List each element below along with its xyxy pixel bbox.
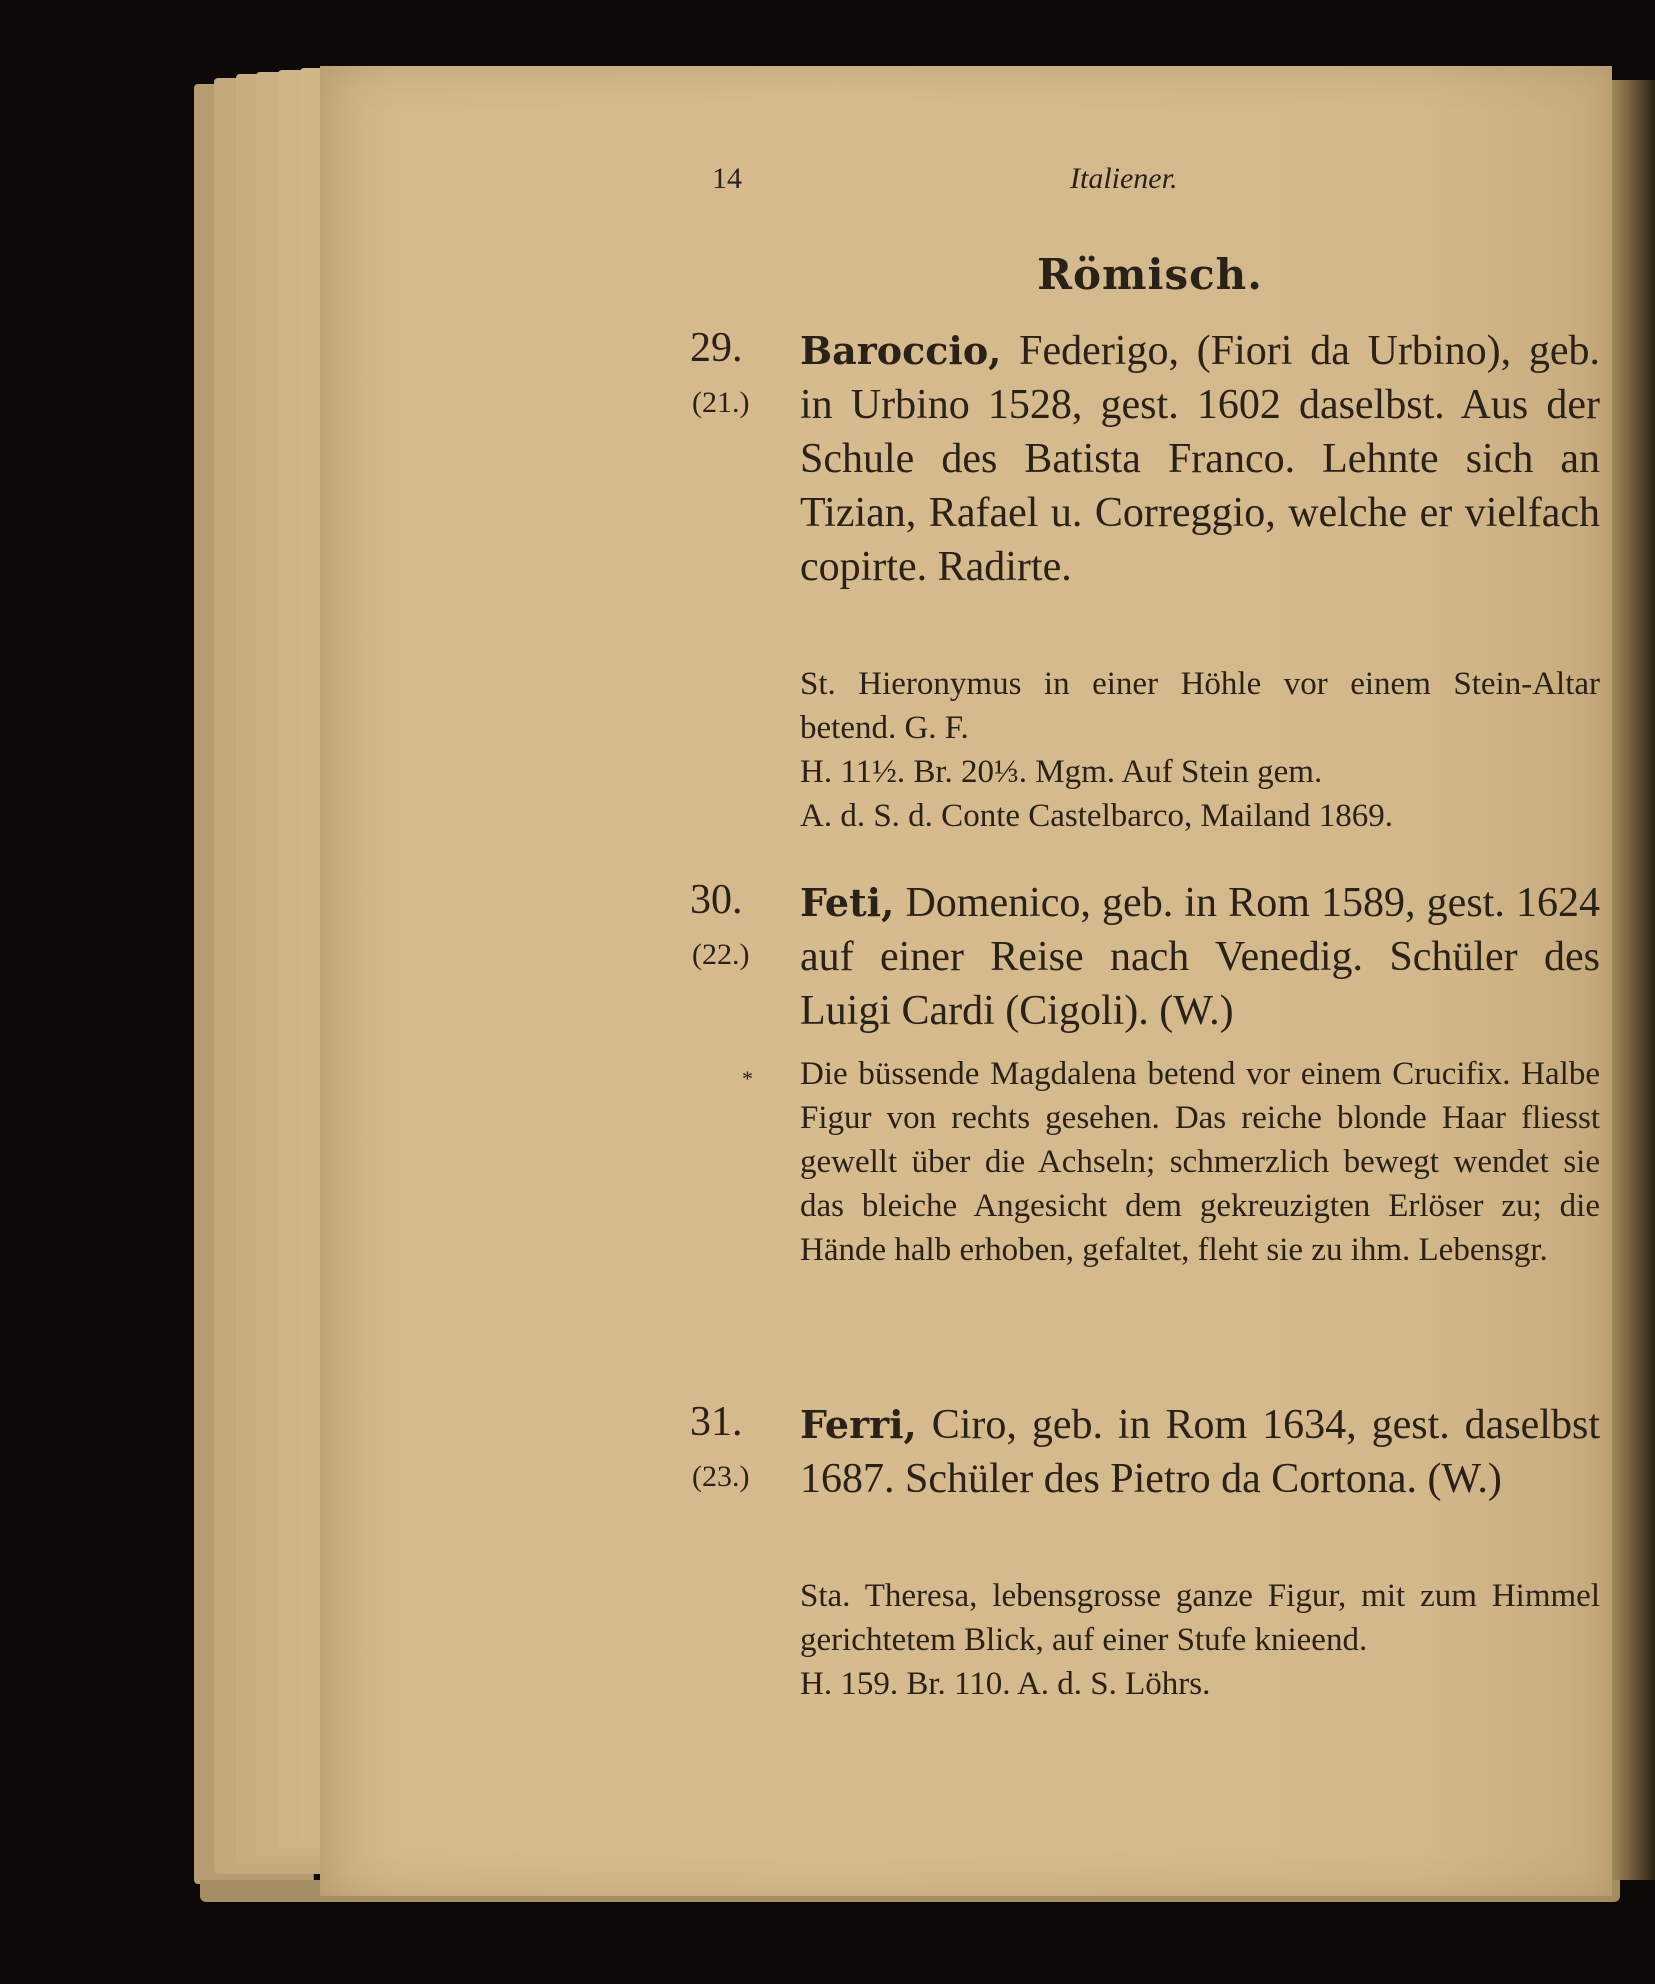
biography-text: Federigo, (Fiori da Urbino), geb. in Urbino 1528, gest. 1602 daselbst. Aus der Schule des Batista Franco. Lehnte sich an Tizian, Rafael u. Correggio, welche er vielfach copirte. Radirte. [800, 328, 1600, 590]
artwork-description [800, 1574, 1600, 1706]
entry-number: 29. [690, 325, 743, 371]
description-text: Die büssende Magdalena betend vor einem Crucifix. Halbe Figur von rechts gesehen. Das reiche blonde Haar fliesst gewellt über die Achseln; schmerzlich bewegt wendet sie das bleiche Angesicht dem gekreuzigten Erlöser zu; die Hände halb erhoben, gefaltet, fleht sie zu ihm. Lebensgr. [800, 1056, 1600, 1268]
asterisk-mark: * [742, 1066, 753, 1091]
running-head: Italiener. [1070, 162, 1178, 195]
artist-biography [800, 1398, 1600, 1506]
artist-biography [800, 876, 1600, 1038]
artist-name: Baroccio, [800, 328, 1002, 373]
artist-biography [800, 324, 1600, 594]
old-entry-number: (23.) [692, 1460, 750, 1493]
biography-text: Domenico, geb. in Rom 1589, gest. 1624 auf einer Reise nach Venedig. Schüler des Luigi Cardi (Cigoli). (W.) [800, 880, 1600, 1034]
page-number: 14 [712, 162, 742, 195]
dimensions: H. 11½. Br. 20⅓. Mgm. Auf Stein gem. [800, 754, 1323, 790]
description-text: Sta. Theresa, lebensgrosse ganze Figur, mit zum Himmel gerichtetem Blick, auf einer Stufe knieend. [800, 1578, 1600, 1658]
artwork-description [800, 662, 1600, 838]
section-title: Römisch. [1037, 250, 1263, 299]
entry-number: 31. [690, 1399, 743, 1445]
artwork-description [800, 1052, 1600, 1272]
biography-text: Ciro, geb. in Rom 1634, gest. daselbst 1687. Schüler des Pietro da Cortona. (W.) [800, 1402, 1600, 1502]
dimensions: H. 159. Br. 110. A. d. S. Löhrs. [800, 1666, 1211, 1702]
book-gutter [1612, 80, 1655, 1880]
artist-name: Ferri, [800, 1402, 917, 1447]
description-text: St. Hieronymus in einer Höhle vor einem Stein-Altar betend. G. F. [800, 666, 1600, 746]
old-entry-number: (21.) [692, 386, 750, 419]
page-header [700, 162, 1600, 202]
artist-name: Feti, [800, 880, 895, 925]
provenance: A. d. S. d. Conte Castelbarco, Mailand 1869. [800, 798, 1394, 834]
entry-number: 30. [690, 877, 743, 923]
old-entry-number: (22.) [692, 938, 750, 971]
